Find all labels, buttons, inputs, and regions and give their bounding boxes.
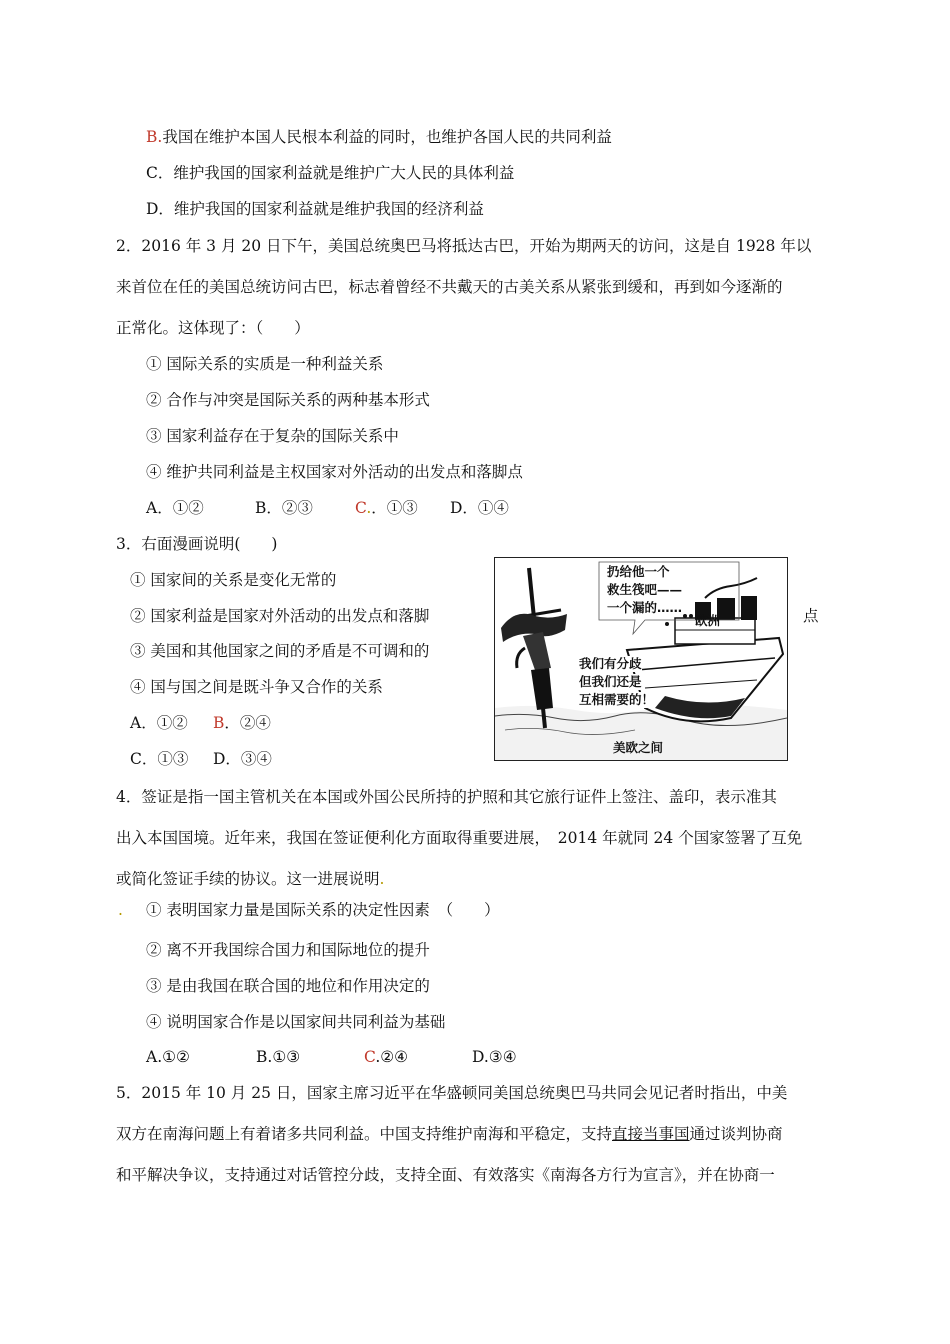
q3-item-1: ① 国家间的关系是变化无常的 bbox=[130, 571, 337, 589]
cartoon-ship-label: 欧洲 bbox=[695, 613, 721, 628]
q2-stem-line2: 来首位在任的美国总统访问古巴，标志着曾经不共戴天的古美关系从紧张到缓和，再到如今逐渐的 bbox=[116, 278, 783, 296]
q4-item-4: ④ 说明国家合作是以国家间共同利益为基础 bbox=[146, 1013, 446, 1031]
q3-item-4: ④ 国与国之间是既斗争又合作的关系 bbox=[130, 678, 383, 696]
q4-bullet-dot-mark: . bbox=[118, 901, 123, 919]
q2-option-d: D．①④ bbox=[450, 499, 509, 517]
q1-option-b-text: 我国在维护本国人民根本利益的同时，也维护各国人民的共同利益 bbox=[162, 128, 612, 146]
cartoon-speech-line3: 互相需要的！ bbox=[579, 692, 655, 707]
q1-option-c: C．维护我国的国家利益就是维护广大人民的具体利益 bbox=[146, 164, 515, 182]
q2-option-c-letter: C bbox=[355, 499, 367, 517]
q3-item-2-trailing: 点 bbox=[803, 607, 819, 625]
q2-item-2: ② 合作与冲突是国际关系的两种基本形式 bbox=[146, 391, 430, 409]
q5-stem-line2 bbox=[116, 1124, 783, 1144]
q3-item-3: ③ 美国和其他国家之间的矛盾是不可调和的 bbox=[130, 642, 430, 660]
cartoon-speech-line1: 我们有分歧 bbox=[579, 656, 642, 671]
q4-option-d: D.③④ bbox=[472, 1048, 517, 1066]
q3-item-2: ② 国家利益是国家对外活动的出发点和落脚 bbox=[130, 607, 430, 625]
q4-option-a: A.①② bbox=[146, 1048, 190, 1066]
q5-stem-line1: 5．2015 年 10 月 25 日，国家主席习近平在华盛顿同美国总统奥巴马共同会见记者时指出，中美 bbox=[116, 1084, 788, 1102]
q4-stem-line3-text: 或简化签证手续的协议。这一进展说明 bbox=[116, 870, 380, 888]
q3-option-a: A．①② bbox=[130, 714, 188, 732]
q2-stem-line1: 2．2016 年 3 月 20 日下午，美国总统奥巴马将抵达古巴，开始为期两天的访问，这是自 1928 年以 bbox=[116, 237, 812, 255]
q4-stem-line1: 4．签证是指一国主管机关在本国或外国公民所持的护照和其它旅行证件上签注、盖印，表示准其 bbox=[116, 788, 777, 806]
us-europe-cartoon bbox=[494, 557, 788, 761]
q4-option-c bbox=[364, 1047, 408, 1067]
q3-option-b-text: ．②④ bbox=[224, 714, 271, 732]
q4-option-c-text: .②④ bbox=[375, 1048, 409, 1066]
q3-option-c: C．①③ bbox=[130, 750, 189, 768]
q5-line2-pre: 双方在南海问题上有着诸多共同利益。中国支持维护南海和平稳定，支持 bbox=[116, 1125, 613, 1143]
q1-option-b bbox=[146, 127, 612, 147]
q5-line2-post: 通过谈判协商 bbox=[689, 1125, 783, 1143]
q4-option-c-letter: C bbox=[364, 1048, 376, 1066]
q2-item-3: ③ 国家利益存在于复杂的国际关系中 bbox=[146, 427, 399, 445]
cartoon-bubble-line3: 一个漏的…… bbox=[607, 600, 683, 615]
q4-item-3: ③ 是由我国在联合国的地位和作用决定的 bbox=[146, 977, 430, 995]
cartoon-speech-line2: 但我们还是 bbox=[579, 674, 642, 689]
q4-bullet-dot bbox=[118, 900, 123, 920]
cartoon-caption: 美欧之间 bbox=[613, 740, 664, 755]
q4-stem-line3 bbox=[116, 869, 384, 889]
q5-line2-underlined: 直接当事国 bbox=[612, 1125, 690, 1143]
q3-option-b bbox=[213, 713, 271, 733]
q3-option-b-letter: B bbox=[213, 714, 225, 732]
q1-option-b-letter: B. bbox=[146, 128, 163, 146]
q2-stem-line3: 正常化。这体现了：（ ） bbox=[116, 319, 310, 337]
q2-option-c-text: ．①③ bbox=[371, 499, 418, 517]
q3-option-d: D．③④ bbox=[213, 750, 272, 768]
q4-item-2: ② 离不开我国综合国力和国际地位的提升 bbox=[146, 941, 430, 959]
q5-stem-line3: 和平解决争议，支持通过对话管控分歧，支持全面、有效落实《南海各方行为宣言》，并在协商一 bbox=[116, 1166, 775, 1184]
q4-item-1: ① 表明国家力量是国际关系的决定性因素 （ ） bbox=[146, 901, 500, 919]
q1-option-d: D．维护我国的国家利益就是维护我国的经济利益 bbox=[146, 200, 484, 218]
q2-option-c-dot: . bbox=[366, 499, 372, 517]
q2-option-a: A．①② bbox=[146, 499, 204, 517]
q2-option-b: B．②③ bbox=[255, 499, 313, 517]
q4-stem-line3-dot: . bbox=[379, 870, 385, 888]
q2-item-1: ① 国际关系的实质是一种利益关系 bbox=[146, 355, 384, 373]
q4-option-b: B.①③ bbox=[256, 1048, 301, 1066]
q2-option-c bbox=[355, 498, 418, 518]
q3-stem: 3．右面漫画说明( ) bbox=[116, 535, 278, 553]
q4-stem-line2: 出入本国国境。近年来，我国在签证便利化方面取得重要进展， 2014 年就同 24 个国家签署了互免 bbox=[116, 829, 803, 847]
cartoon-bubble-line1: 扔给他一个 bbox=[607, 564, 670, 579]
q2-item-4: ④ 维护共同利益是主权国家对外活动的出发点和落脚点 bbox=[146, 463, 523, 481]
cartoon-bubble-line2: 救生筏吧—— bbox=[607, 582, 683, 597]
